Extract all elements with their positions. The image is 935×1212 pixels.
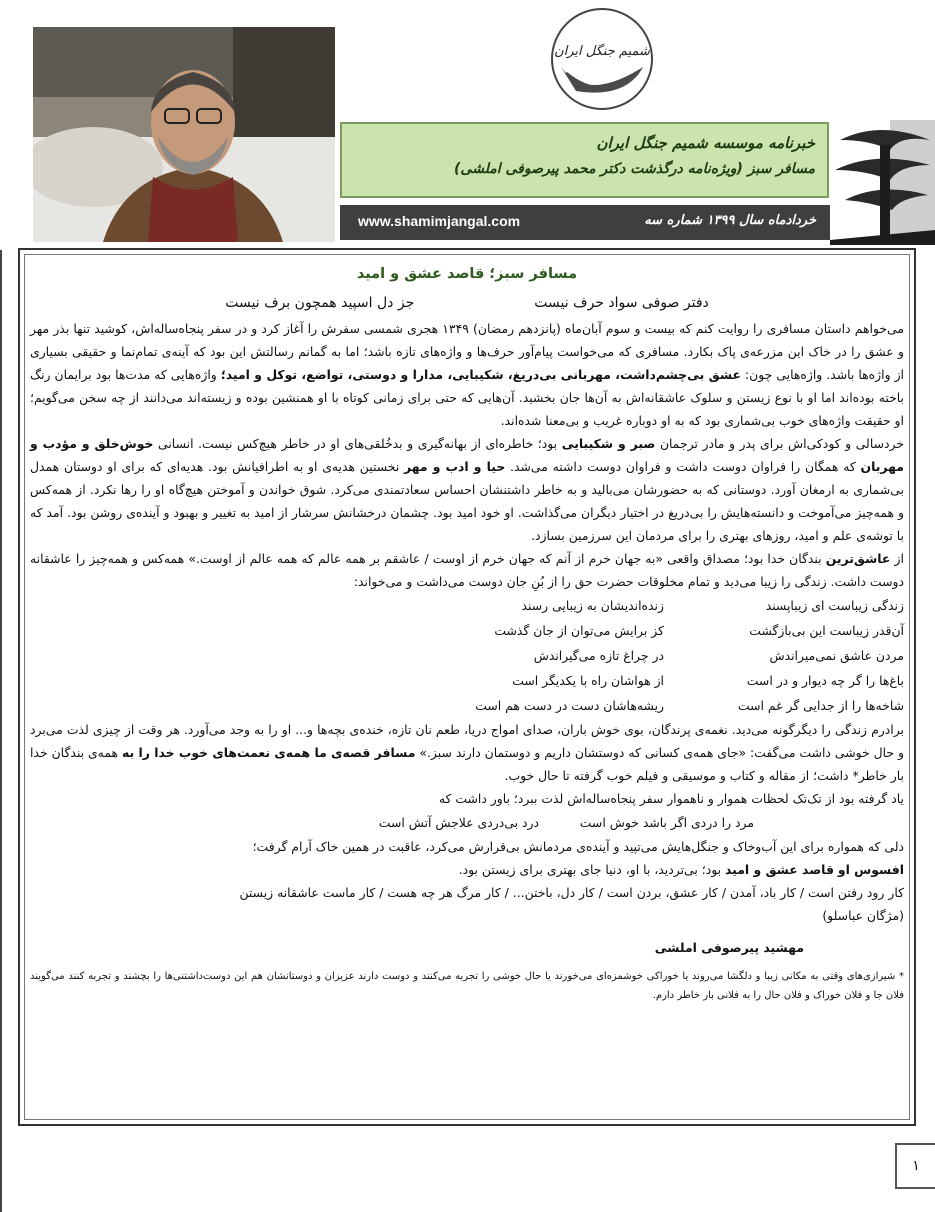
poem-line: مرد را دردی اگر باشد خوش است درد بی‌دردی علاجش آتش است (378, 815, 754, 830)
poem-line: زندگی زیباست ای زیباپسند زنده‌اندیشان به زیبایی رسند (521, 598, 904, 613)
paragraph-5: یاد گرفته بود از تک‌تک لحظات هموار و ناهموار سفر پنجاه‌ساله‌اش لذت ببرد؛ باور داشت که (438, 791, 904, 806)
opening-couplet (30, 289, 904, 317)
poem-line: شاخه‌ها را از جدایی گر غم است ریشه‌هاشان دست در دست هم است (475, 698, 904, 713)
paragraph-6: دلی که همواره برای این آب‌وخاک و جنگل‌هایش می‌تپید و آینده‌ی مردمانش بی‌قرارش می‌کرد، عاقبت در همین خاک آرام گرفت؛ (252, 839, 904, 854)
tree-graphic (830, 110, 935, 245)
page-edge-rule (0, 250, 2, 1212)
article-body (24, 254, 910, 1120)
portrait-photo (33, 27, 335, 242)
logo-lettering: شمیم جنگل ایران (554, 44, 650, 59)
couplet-left: جز دل اسپید همچون برف نیست (225, 295, 415, 311)
article-headline: مسافر سبز؛ قاصد عشق و امید (356, 266, 578, 282)
institute-logo (546, 3, 658, 115)
page-number: ۱ (895, 1143, 935, 1189)
poem-line: مردن عاشق نمی‌میراندش در چراغ تازه می‌گیراندش (533, 648, 904, 663)
issue-bar (340, 205, 830, 240)
footnote: * شیرازی‌های وقتی به مکانی زیبا و دلگشا می‌روند یا خوراکی خوشمزه‌ای می‌خورند یا حال خوشی را تجربه می‌کنند و دوست دارند عزیزان و دوستانشان هم این دوست‌داشتنی‌ها را بچشند و تجربه کنند می‌گویند فلان جا و فلان خوراک و فلان حال را به فلانی بار خاطر دارم. (30, 971, 904, 1001)
poem-line: باغ‌ها را گر چه دیوار و در است از هواشان راه با یکدیگر است (512, 673, 904, 688)
poem (30, 593, 904, 718)
author-signature: مهشید پیرصوفی املشی (654, 940, 804, 955)
paragraph-3: از عاشق‌ترین بندگان خدا بود؛ مصداق واقعی «به جهان خرم از آنم که جهان خرم از اوست / عاشقم بر همه عالم که همه عالم از اوست.» همه‌کس و همه‌چیز را عاشقانه دوست داشت. زندگی را زیبا می‌دید و تمام مخلوقات حضرت حق را از بُنِ جان دوست می‌داشت و می‌خواند: (30, 551, 904, 589)
newsletter-subtitle: مسافر سبز (ویژه‌نامه درگذشت دکتر محمد پیرصوفی املشی) (454, 161, 815, 177)
paragraph-8: کار رود رفتن است / کار باد، آمدن / کار عشق، بردن است / کار دل، باختن... / کار مرگ هر چه هست / کار ماست عاشقانه زیستن (239, 885, 904, 900)
paragraph-4: برادرم زندگی را دیگرگونه می‌دید. نغمه‌ی پرندگان، بوی خوش باران، صدای امواج دریا، طعم نان تازه، خنده‌ی بچه‌ها و... او را به وجد می‌آورد. هر وقت از چیزی لذت می‌برد و حال خوشی داشت می‌گفت: «جای همه‌ی کسانی که دوستشان داریم و دوستمان دارند سبز.» مسافر قصه‌ی ما همه‌ی نعمت‌های خوب خدا را به همه‌ی بندگان خدا بار خاطر* داشت؛ از مقاله و کتاب و موسیقی و فیلم خوب گرفته تا حال خوب. (30, 722, 904, 783)
paragraph-2: خردسالی و کودکی‌اش برای پدر و مادر ترجمان صبر و شکیبایی بود؛ خاطره‌ای از بهانه‌گیری و بدخُلقی‌های او در خاطر هیچ‌کس نیست. انسانی خوش‌خلق و مؤدب و مهربان که همگان را فراوان دوست داشت و فراوان دوست داشته می‌شد. حیا و ادب و مهر نخستین هدیه‌ی او به اطرافیانش بود. هدیه‌ای که برای او دوستان همدل بی‌شماری به ارمغان آورد. دوستانی که به حضورشان می‌بالید و به خاطر داشتنشان احساس سعادتمندی می‌کرد. شوق خواندن و آموختن هیچ‌گاه او را رها نکرد. از همه‌کس و همه‌چیز می‌آموخت و دانسته‌هایش را بی‌دریغ در اختیار دیگران می‌گذاشت. او خود امید بود. چشمان درخشانش سرشار از امید به تغییر و بهبود و آینده‌ی روشن بود. آمد که با توشه‌ی علم و امید، روزهای بهتری را برای مردمان این سرزمین بسازد. (30, 436, 905, 543)
poem-line: آن‌قدر زیباست این بی‌بازگشت کز برایش می‌توان از جان گذشت (494, 623, 904, 638)
article-frame (18, 248, 916, 1126)
poem-credit: (مژگان عباسلو) (822, 908, 904, 923)
portrait-illustration (33, 27, 335, 242)
newsletter-title: خبرنامه موسسه شمیم جنگل ایران (596, 134, 815, 152)
paragraph-1: می‌خواهم داستان مسافری را روایت کنم که بیست و سوم آبان‌ماه (پانزدهم رمضان) ۱۳۴۹ هجری شمسی سفرش را آغاز کرد و در سفر پنجاه‌ساله‌اش، کوشید تنها بذر مهر و عشق را در خاک این مزرعه‌ی پاک بکارد. مسافری که می‌خواست پیام‌آور حرف‌ها و واژه‌های تازه باشد؛ اما به گمانم رسالتش این بود که آینه‌ی تمام‌نما و حقیقی بسیاری از واژه‌ها باشد. واژه‌هایی چون: عشق بی‌چشم‌داشت، مهربانی بی‌دریغ، شکیبایی، مدارا و دوستی، تواضع، توکل و امید؛ واژه‌هایی که مدت‌ها بود برایمان رنگ باخته بوده‌اند اما او با نوع زیستن و سلوک عاشقانه‌اش به آن‌ها جان بخشید. آن‌هایی که حتی برای زمانی کوتاه با او همنشین بوده و زیسته‌اند می‌دانند از چه سخن می‌گویم؛ او حقیقت واژه‌های خوب بی‌شماری بود که به او دوباره غریب و بی‌معنا شده‌اند. (30, 321, 904, 428)
paragraph-7: افسوس او قاصد عشق و امید بود؛ بی‌تردید، با او، دنیا جای بهتری برای زیستن بود. (458, 862, 904, 877)
website-link[interactable]: www.shamimjangal.com (358, 213, 521, 229)
newsletter-title-box (340, 122, 829, 198)
issue-date: خردادماه سال ۱۳۹۹ شماره سه (644, 213, 816, 228)
couplet-right: دفتر صوفی سواد حرف نیست (534, 295, 709, 311)
